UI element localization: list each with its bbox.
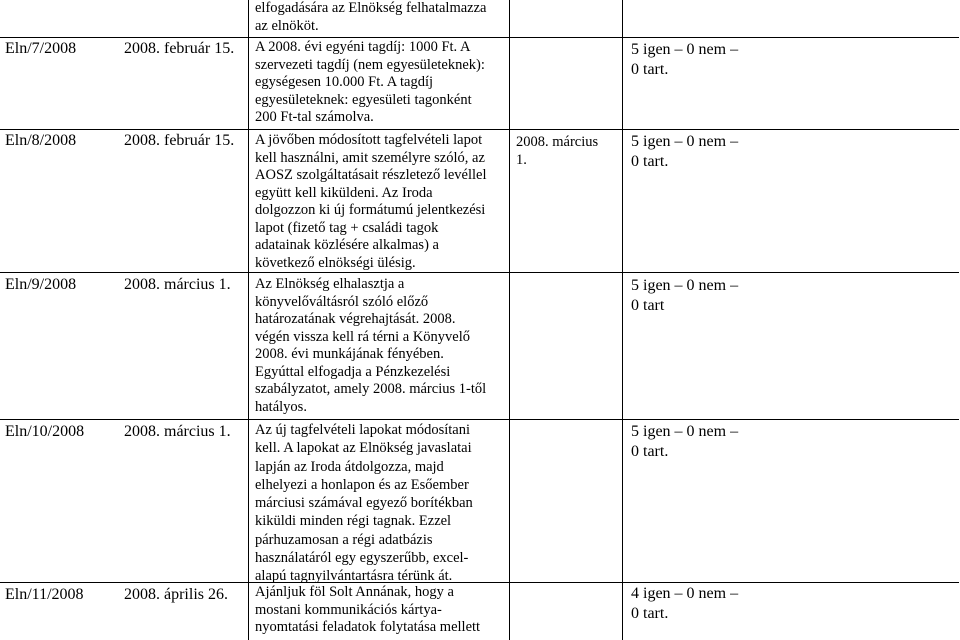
decision-text: [255, 584, 480, 637]
vote-line: 0 tart.: [631, 443, 669, 460]
decision-line: egységesen 10.000 Ft. A tagdíj: [255, 74, 434, 90]
vote-result: [631, 584, 738, 624]
decision-line: határozatának végrehajtását. 2008.: [255, 311, 456, 327]
resolution-number: Eln/9/2008: [5, 276, 77, 293]
vote-line: 0 tart.: [631, 153, 669, 170]
column-divider: [509, 0, 510, 640]
decision-line: együtt kell kiküldeni. Az Iroda: [255, 184, 433, 201]
decision-line: hatályos.: [255, 398, 307, 415]
decision-text: [255, 39, 485, 127]
decision-line: Az Elnökség elhalasztja a: [255, 276, 405, 292]
vote-result: [631, 40, 738, 80]
resolution-date: 2008. március 1.: [124, 276, 231, 293]
resolution-number: Eln/8/2008: [5, 132, 77, 149]
decision-line: 2008. évi munkájának fényében.: [255, 346, 444, 362]
vote-line: 4 igen – 0 nem –: [631, 585, 739, 602]
decision-line: szabályzatot, amely 2008. március 1-től: [255, 381, 487, 397]
decision-text: [255, 276, 486, 416]
decision-line: egyesületeknek: egyesületi tagonként: [255, 91, 472, 108]
decision-line: A jövőben módosított tagfelvételi lapot: [255, 132, 483, 148]
row-divider: [0, 129, 959, 130]
decision-line: lapján az Iroda átdolgozza, majd: [255, 458, 444, 475]
row-divider: [0, 37, 959, 38]
vote-line: 5 igen – 0 nem –: [631, 133, 739, 150]
vote-line: 5 igen – 0 nem –: [631, 41, 739, 58]
decision-line: 200 Ft-tal számolva.: [255, 109, 374, 125]
decision-line: Ajánljuk föl Solt Annának, hogy a: [255, 584, 454, 600]
decision-line: nyomtatási feladatok folytatása mellett: [255, 619, 481, 635]
decision-line: lapot (fizető tag + családi tagok: [255, 219, 439, 236]
decision-line: alapú tagnyilvántartásra térünk át.: [255, 568, 453, 585]
resolution-date: 2008. február 15.: [124, 40, 235, 57]
decision-text: [255, 421, 473, 586]
resolution-date: 2008. február 15.: [124, 132, 235, 149]
vote-result: [631, 422, 738, 462]
decision-line: szervezeti tagdíj (nem egyesületeknek):: [255, 56, 485, 73]
column-divider: [622, 0, 623, 640]
decision-line: kiküldi minden régi tagnak. Ezzel: [255, 513, 452, 530]
decision-line: AOSZ szolgáltatásait részletező levéllel: [255, 167, 487, 183]
decision-line: kell használni, amit személyre szóló, az: [255, 149, 485, 166]
vote-line: 0 tart: [631, 297, 665, 314]
row-divider: [0, 419, 959, 420]
resolution-number: Eln/11/2008: [5, 586, 84, 603]
decision-text: [255, 0, 486, 35]
decision-line: könyvelőváltásról szóló előző: [255, 293, 429, 310]
deadline-line: 1.: [516, 151, 527, 168]
resolution-date: 2008. március 1.: [124, 423, 231, 440]
vote-result: [631, 132, 738, 172]
deadline-line: 2008. március: [516, 134, 599, 150]
vote-result: [631, 276, 738, 316]
vote-line: 0 tart.: [631, 61, 669, 78]
resolution-number: Eln/7/2008: [5, 40, 77, 57]
decision-line: márciusi számával egyező borítékban: [255, 495, 473, 512]
decision-line: elfogadására az Elnökség felhatalmazza: [255, 0, 487, 16]
decision-line: Egyúttal elfogadja a Pénzkezelési: [255, 363, 451, 380]
column-divider: [248, 0, 249, 640]
decision-line: adatainak közlésére alkalmas) a: [255, 237, 439, 253]
vote-line: 0 tart.: [631, 605, 669, 622]
resolution-date: 2008. április 26.: [124, 586, 228, 603]
vote-line: 5 igen – 0 nem –: [631, 423, 739, 440]
decision-line: dolgozzon ki új formátumú jelentkezési: [255, 202, 486, 218]
decision-line: A 2008. évi egyéni tagdíj: 1000 Ft. A: [255, 39, 471, 55]
row-divider: [0, 582, 959, 583]
decision-line: Az új tagfelvételi lapokat módosítani: [255, 422, 471, 438]
resolution-number: Eln/10/2008: [5, 423, 85, 440]
decision-line: elhelyezi a honlapon és az Esőember: [255, 476, 469, 493]
decision-line: végén vissza kell rá térni a Könyvelő: [255, 328, 471, 345]
vote-line: 5 igen – 0 nem –: [631, 277, 739, 294]
decision-line: kell. A lapokat az Elnökség javaslatai: [255, 440, 472, 457]
decision-line: az elnököt.: [255, 17, 319, 34]
decision-line: párhuzamosan a régi adatbázis: [255, 531, 433, 548]
decision-line: használatáról egy egyszerűbb, excel-: [255, 550, 469, 567]
row-divider: [0, 272, 959, 273]
decision-line: következő elnökségi ülésig.: [255, 254, 416, 271]
decision-text: [255, 132, 487, 272]
deadline: [516, 134, 598, 169]
decision-line: mostani kommunikációs kártya-: [255, 601, 442, 618]
